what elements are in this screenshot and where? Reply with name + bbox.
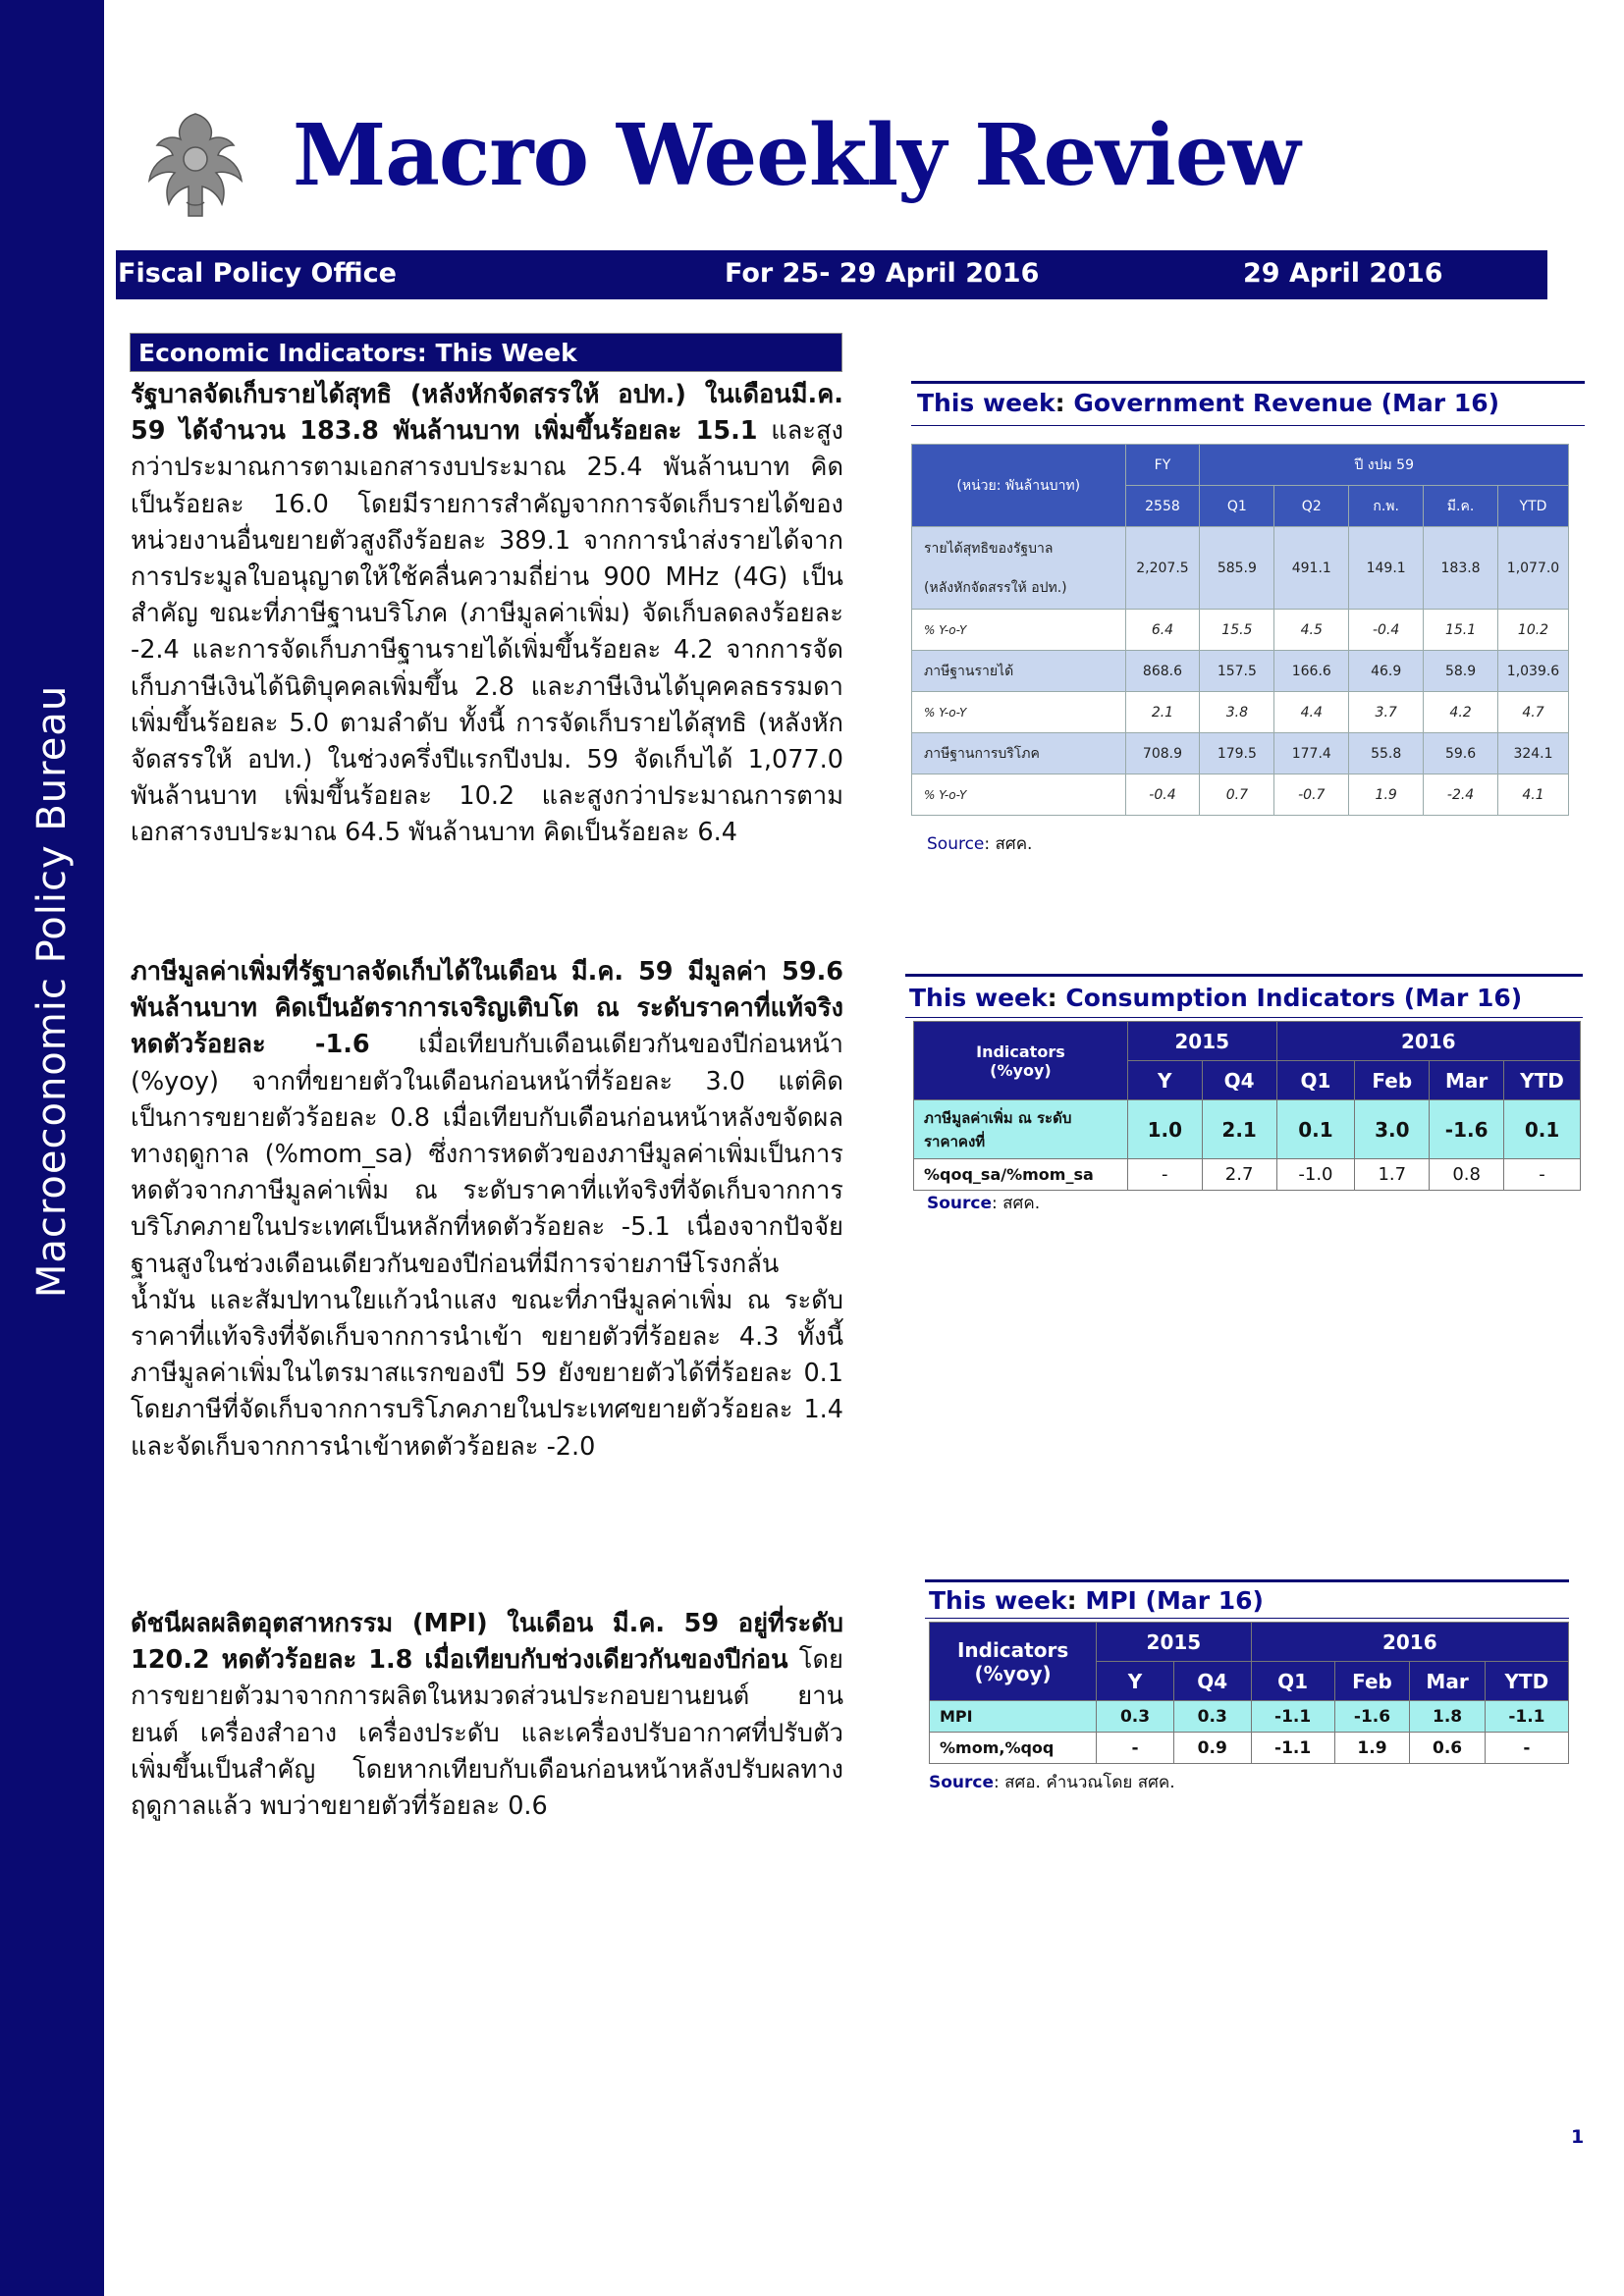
year-2016-header: 2016 — [1276, 1022, 1580, 1061]
table-cell: YTD — [1485, 1662, 1568, 1701]
table-cell: MPI — [930, 1701, 1097, 1733]
table-cell: 1.8 — [1410, 1701, 1486, 1733]
table-cell: -0.4 — [1125, 774, 1200, 816]
table-cell: 3.0 — [1355, 1100, 1430, 1159]
mpi-table: Indicators (%yoy) 2015 2016 Y Q4 Q1 Feb Mar YTD MPI 0.3 0.3 -1.1 -1.6 1.8 -1.1 %mom,%qoq - 0.9 -1.1 1.9 0.6 - — [929, 1622, 1569, 1764]
paragraph-vat-lead: ภาษีมูลค่าเพิ่มที่รัฐบาลจัดเก็บได้ในเดือน มี.ค. 59 มีมูลค่า 59.6 พันล้านบาท คิดเป็นอัตราการเจริญเติบโต ณ ระดับราคาที่แท้จริง หดตัวร้อยละ -1.6 — [131, 957, 843, 1060]
sidebar-band — [0, 0, 104, 2296]
table-cell: -2.4 — [1424, 774, 1498, 816]
year-2016-header: 2016 — [1251, 1623, 1568, 1662]
table-cell: - — [1127, 1159, 1202, 1191]
table-cell: 585.9 — [1200, 527, 1274, 610]
table-cell: Y — [1097, 1662, 1174, 1701]
paragraph-mpi — [131, 1606, 843, 1825]
table-cell: 3.8 — [1200, 692, 1274, 733]
sidebar-label: Macroeconomic Policy Bureau — [29, 684, 75, 1299]
table-cell: 4.2 — [1424, 692, 1498, 733]
table-cell: 0.7 — [1200, 774, 1274, 816]
table-cell: -1.1 — [1485, 1701, 1568, 1733]
table-cell: ภาษีฐานการบริโภค — [912, 733, 1126, 774]
col-header: มี.ค. — [1424, 486, 1498, 527]
table-row — [912, 733, 1569, 774]
report-period: For 25- 29 April 2016 — [725, 258, 1040, 289]
mpi-top-rule — [925, 1579, 1569, 1582]
table-cell: -1.6 — [1430, 1100, 1504, 1159]
table-cell: Y — [1127, 1061, 1202, 1100]
table-cell: 2.1 — [1202, 1100, 1276, 1159]
table-cell: 6.4 — [1125, 610, 1200, 651]
table-row: ภาษีมูลค่าเพิ่ม ณ ระดับ ราคาคงที่ 1.0 2.1 0.1 3.0 -1.6 0.1 — [914, 1100, 1581, 1159]
table-cell: 149.1 — [1349, 527, 1424, 610]
table-row — [912, 692, 1569, 733]
page-number: 1 — [1571, 2126, 1585, 2148]
consumption-title: This week: Consumption Indicators (Mar 16) — [909, 984, 1523, 1012]
budget-year-header: ปี งปม 59 — [1200, 445, 1569, 486]
consumption-top-rule — [905, 974, 1583, 977]
consumption-table: Indicators (%yoy) 2015 2016 Y Q4 Q1 Feb Mar YTD ภาษีมูลค่าเพิ่ม ณ ระดับ ราคาคงที่ 1.0 2.1 0.1 3.0 -1.6 0.1 %qoq_sa/%mom_sa - 2.7 -1.0 1.7 0.8 - — [913, 1021, 1581, 1191]
fpo-emblem-icon — [137, 108, 253, 224]
table-cell: Q1 — [1276, 1061, 1355, 1100]
table-cell: %qoq_sa/%mom_sa — [914, 1159, 1128, 1191]
table-cell: 324.1 — [1498, 733, 1569, 774]
table-cell: 46.9 — [1349, 651, 1424, 692]
gov-revenue-title: This week: Government Revenue (Mar 16) — [917, 389, 1500, 417]
table-cell: 177.4 — [1274, 733, 1349, 774]
table-cell: 58.9 — [1424, 651, 1498, 692]
year-2015-header: 2015 — [1127, 1022, 1276, 1061]
section-heading: Economic Indicators: This Week — [130, 333, 842, 372]
paragraph-vat-body: เมื่อเทียบกับเดือนเดียวกันของปีก่อนหน้า (%yoy) จากที่ขยายตัวในเดือนก่อนหน้าที่ร้อยละ 3.0 แต่คิดเป็นการขยายตัวร้อยละ 0.8 เมื่อเทียบกับเดือนก่อนหน้าหลังขจัดผลทางฤดูกาล (%mom_sa) ซึ่งการหดตัวของภาษีมูลค่าเพิ่มเป็นการหดตัวจากภาษีมูลค่าเพิ่ม ณ ระดับราคาที่แท้จริงที่จัดเก็บจากการบริโภคภายในประเทศเป็นหลักที่หดตัวร้อยละ -5.1 เนื่องจากปัจจัยฐานสูงในช่วงเดือนเดียวกันของปีก่อนที่มีการจ่ายภาษีโรงกลั่นน้ำมัน และสัมปทานใยแก้วนำแสง ขณะที่ภาษีมูลค่าเพิ่ม ณ ระดับราคาที่แท้จริงที่จัดเก็บจากการนำเข้า ขยายตัวที่ร้อยละ 4.3 ทั้งนี้ภาษีมูลค่าเพิ่มในไตรมาสแรกของปี 59 ยังขยายตัวได้ที่ร้อยละ 0.1 โดยภาษีที่จัดเก็บจากการบริโภคภายในประเทศขยายตัวร้อยละ 1.4 และจัดเก็บจากการนำเข้าหดตัวร้อยละ -2.0 — [131, 1030, 843, 1462]
mpi-source: Source: สศอ. คำนวณโดย สศค. — [929, 1773, 1175, 1792]
table-cell: Q1 — [1251, 1662, 1334, 1701]
table-cell: 59.6 — [1424, 733, 1498, 774]
table-row — [912, 651, 1569, 692]
table-cell: 2,207.5 — [1125, 527, 1200, 610]
col-header: ก.พ. — [1349, 486, 1424, 527]
table-cell: 868.6 — [1125, 651, 1200, 692]
paragraph-revenue-lead: รัฐบาลจัดเก็บรายได้สุทธิ (หลังหักจัดสรรให้ อปท.) ในเดือนมี.ค. 59 ได้จำนวน 183.8 พันล้านบาท เพิ่มขึ้นร้อยละ 15.1 — [131, 380, 843, 447]
fy-header: FY — [1125, 445, 1200, 486]
org-name: Fiscal Policy Office — [118, 258, 397, 289]
table-cell: 0.8 — [1430, 1159, 1504, 1191]
table-cell: -1.1 — [1251, 1701, 1334, 1733]
col-header: Q1 — [1200, 486, 1274, 527]
table-cell: 1,077.0 — [1498, 527, 1569, 610]
table-cell: Q4 — [1202, 1061, 1276, 1100]
table-cell: Mar — [1430, 1061, 1504, 1100]
table-cell: 0.1 — [1504, 1100, 1581, 1159]
gov-revenue-table — [911, 444, 1569, 816]
table-cell: Q4 — [1173, 1662, 1251, 1701]
table-cell: -1.0 — [1276, 1159, 1355, 1191]
table-row — [912, 610, 1569, 651]
table-cell: 3.7 — [1349, 692, 1424, 733]
table-cell: 0.9 — [1173, 1733, 1251, 1764]
table-cell: -0.7 — [1274, 774, 1349, 816]
table-cell: 183.8 — [1424, 527, 1498, 610]
table-cell: 166.6 — [1274, 651, 1349, 692]
table-cell: 1.7 — [1355, 1159, 1430, 1191]
mpi-title: This week: MPI (Mar 16) — [929, 1586, 1264, 1615]
table-cell: 2.1 — [1125, 692, 1200, 733]
table-cell: 1.0 — [1127, 1100, 1202, 1159]
table-cell: ภาษีฐานรายได้ — [912, 651, 1126, 692]
table-cell: -1.6 — [1334, 1701, 1410, 1733]
table-cell: 4.7 — [1498, 692, 1569, 733]
table-cell: 0.1 — [1276, 1100, 1355, 1159]
table-cell: 2.7 — [1202, 1159, 1276, 1191]
table-row — [930, 1733, 1569, 1764]
consumption-source: Source: สศค. — [927, 1194, 1041, 1213]
table-cell: 179.5 — [1200, 733, 1274, 774]
report-date: 29 April 2016 — [1243, 258, 1443, 289]
consumption-under-rule — [905, 1017, 1583, 1018]
paragraph-mpi-lead: ดัชนีผลผลิตอุตสาหกรรม (MPI) ในเดือน มี.ค. 59 อยู่ที่ระดับ 120.2 หดตัวร้อยละ 1.8 เมื่อเทียบกับช่วงเดียวกันของปีก่อน — [131, 1609, 843, 1676]
table-row — [914, 1159, 1581, 1191]
table-row — [912, 774, 1569, 816]
paragraph-revenue-body: และสูงกว่าประมาณการตามเอกสารงบประมาณ 25.4 พันล้านบาท คิดเป็นร้อยละ 16.0 โดยมีรายการสำคัญจากการจัดเก็บรายได้ของหน่วยงานอื่นขยายตัวสูงถึงร้อยละ 389.1 จากการนำส่งรายได้จากการประมูลใบอนุญาตให้ใช้คลื่นความถี่ย่าน 900 MHz (4G) เป็นสำคัญ ขณะที่ภาษีฐานบริโภค (ภาษีมูลค่าเพิ่ม) จัดเก็บลดลงร้อยละ -2.4 และการจัดเก็บภาษีฐานรายได้เพิ่มขึ้นร้อยละ 4.2 จากการจัดเก็บภาษีเงินได้นิติบุคคลเพิ่มขึ้น 2.8 และภาษีเงินได้บุคคลธรรมดาเพิ่มขึ้นร้อยละ 5.0 ตามลำดับ ทั้งนี้ การจัดเก็บรายได้สุทธิ (หลังหักจัดสรรให้ อปท.) ในช่วงครึ่งปีแรกปีงปม. 59 จัดเก็บได้ 1,077.0 พันล้านบาท เพิ่มขึ้นร้อยละ 10.2 และสูงกว่าประมาณการตามเอกสารงบประมาณ 64.5 พันล้านบาท คิดเป็นร้อยละ 6.4 — [131, 416, 843, 848]
table-cell: 10.2 — [1498, 610, 1569, 651]
table-cell: - — [1097, 1733, 1174, 1764]
col-header: YTD — [1498, 486, 1569, 527]
table-cell: % Y-o-Y — [912, 610, 1126, 651]
table-cell: 15.5 — [1200, 610, 1274, 651]
table-cell: 708.9 — [1125, 733, 1200, 774]
table-cell: 1.9 — [1349, 774, 1424, 816]
table-cell: -1.1 — [1251, 1733, 1334, 1764]
table-cell: 1.9 — [1334, 1733, 1410, 1764]
table-cell: YTD — [1504, 1061, 1581, 1100]
table-cell: 4.1 — [1498, 774, 1569, 816]
table-cell: -0.4 — [1349, 610, 1424, 651]
table-cell: 15.1 — [1424, 610, 1498, 651]
table-cell: 491.1 — [1274, 527, 1349, 610]
table-cell: - — [1485, 1733, 1568, 1764]
table-cell: Mar — [1410, 1662, 1486, 1701]
fy-year: 2558 — [1125, 486, 1200, 527]
paragraph-mpi-body: โดยการขยายตัวมาจากการผลิตในหมวดส่วนประกอบยานยนต์ ยานยนต์ เครื่องสำอาง เครื่องประดับ และเครื่องปรับอากาศที่ปรับตัวเพิ่มขึ้นเป็นสำคัญ โดยหากเทียบกับเดือนก่อนหน้าหลังปรับผลทางฤดูกาลแล้ว พบว่าขยายตัวที่ร้อยละ 0.6 — [131, 1645, 843, 1822]
unit-cell: (หน่วย: พันล้านบาท) — [912, 445, 1126, 527]
table-cell: 55.8 — [1349, 733, 1424, 774]
page-title: Macro Weekly Review — [293, 106, 1300, 205]
mpi-under-rule — [925, 1618, 1569, 1619]
table-cell: 0.3 — [1173, 1701, 1251, 1733]
table-cell: 4.5 — [1274, 610, 1349, 651]
paragraph-vat — [131, 954, 843, 1466]
table-cell: Feb — [1355, 1061, 1430, 1100]
paragraph-revenue — [131, 377, 843, 852]
year-2015-header: 2015 — [1097, 1623, 1251, 1662]
col-header: Q2 — [1274, 486, 1349, 527]
table-row — [930, 1701, 1569, 1733]
table-cell: 157.5 — [1200, 651, 1274, 692]
table-cell: %mom,%qoq — [930, 1733, 1097, 1764]
table-cell: - — [1504, 1159, 1581, 1191]
table-cell: % Y-o-Y — [912, 774, 1126, 816]
gov-revenue-source: Source: สศค. — [927, 834, 1033, 854]
gov-revenue-top-rule — [911, 381, 1585, 384]
table-row: รายได้สุทธิของรัฐบาล (หลังหักจัดสรรให้ อปท.) 2,207.5 585.9 491.1 149.1 183.8 1,077.0 — [912, 527, 1569, 610]
header-bar — [116, 250, 1547, 299]
table-cell: 1,039.6 — [1498, 651, 1569, 692]
table-cell: Feb — [1334, 1662, 1410, 1701]
table-cell: 0.6 — [1410, 1733, 1486, 1764]
table-cell: 0.3 — [1097, 1701, 1174, 1733]
gov-revenue-under-rule — [911, 425, 1585, 426]
table-cell: % Y-o-Y — [912, 692, 1126, 733]
table-cell: 4.4 — [1274, 692, 1349, 733]
